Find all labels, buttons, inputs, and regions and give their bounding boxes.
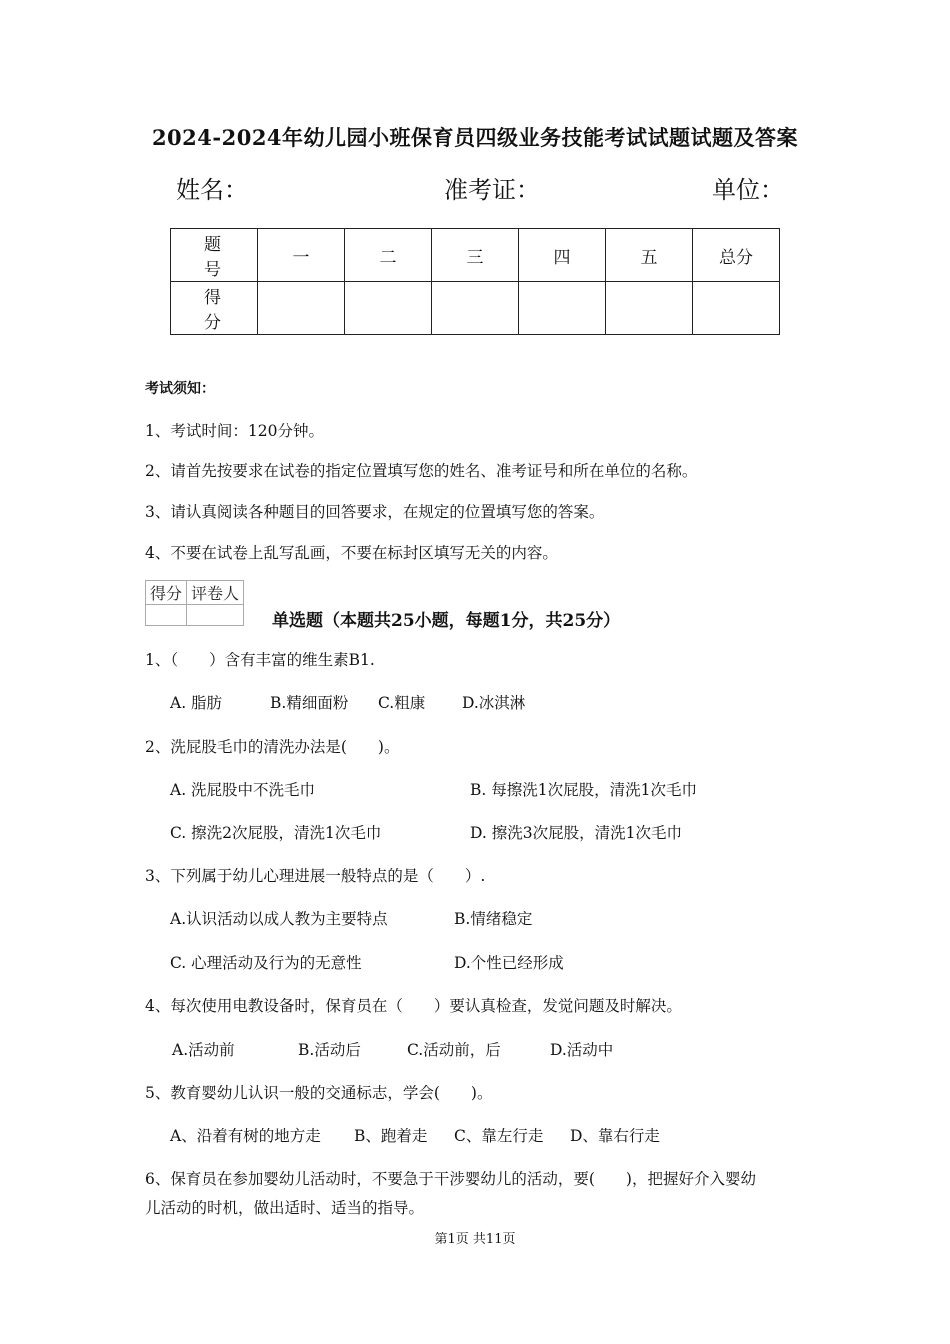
score-cell-total[interactable] [693, 282, 780, 335]
score-cell-4[interactable] [519, 282, 606, 335]
q5-option-c: C、靠左行走 [454, 1127, 544, 1145]
q3-option-b: B.情绪稳定 [454, 910, 533, 928]
grader-score-label: 得分 [146, 581, 187, 605]
q3-option-d: D.个性已经形成 [454, 954, 564, 972]
page-title: 2024-2024年幼儿园小班保育员四级业务技能考试试题试题及答案 [151, 125, 799, 150]
score-header-1: 一 [258, 229, 345, 282]
notice-heading: 考试须知： [145, 381, 215, 397]
q2-option-a: A. 洗屁股中不洗毛巾 [170, 781, 316, 799]
score-table-score-row [171, 282, 780, 335]
name-label: 姓名： [176, 176, 248, 204]
grader-score-cell[interactable] [146, 605, 187, 626]
score-table [170, 228, 780, 335]
notice-item-3: 3、请认真阅读各种题目的回答要求，在规定的位置填写您的答案。 [145, 503, 605, 521]
question-6-line-2: 儿活动的时机，做出适时、适当的指导。 [145, 1199, 425, 1217]
q1-option-a: A. 脂肪 [170, 694, 223, 712]
score-cell-2[interactable] [345, 282, 432, 335]
q5-option-a: A、沿着有树的地方走 [170, 1127, 321, 1145]
q3-option-c: C. 心理活动及行为的无意性 [170, 954, 362, 972]
notice-item-2: 2、请首先按要求在试卷的指定位置填写您的姓名、准考证号和所在单位的名称。 [145, 462, 698, 480]
question-6-line-1: 6、保育员在参加婴幼儿活动时，不要急于干涉婴幼儿的活动，要( )，把握好介入婴幼 [145, 1170, 756, 1188]
q1-option-d: D.冰淇淋 [462, 694, 526, 712]
q4-option-b: B.活动后 [298, 1041, 361, 1059]
score-cell-5[interactable] [606, 282, 693, 335]
grader-reviewer-label: 评卷人 [187, 581, 244, 605]
score-table-header-row [171, 229, 780, 282]
score-cell-3[interactable] [432, 282, 519, 335]
question-3: 3、下列属于幼儿心理进展一般特点的是（ ）. [145, 867, 486, 885]
score-header-2: 二 [345, 229, 432, 282]
q5-option-d: D、靠右行走 [570, 1127, 660, 1145]
q4-option-a: A.活动前 [172, 1041, 235, 1059]
q3-option-a: A.认识活动以成人教为主要特点 [170, 910, 388, 928]
q2-option-b: B. 每擦洗1次屁股，清洗1次毛巾 [470, 781, 697, 799]
notice-item-4: 4、不要在试卷上乱写乱画，不要在标封区填写无关的内容。 [145, 544, 558, 562]
ticket-label: 准考证： [444, 176, 540, 204]
score-header-5: 五 [606, 229, 693, 282]
page-footer: 第1页 共11页 [434, 1232, 516, 1247]
unit-label: 单位： [712, 176, 784, 204]
q1-option-b: B.精细面粉 [270, 694, 349, 712]
q5-option-b: B、跑着走 [354, 1127, 428, 1145]
score-header-total: 总分 [693, 229, 780, 282]
score-header-4: 四 [519, 229, 606, 282]
q2-option-c: C. 擦洗2次屁股，清洗1次毛巾 [170, 824, 382, 842]
grader-box [145, 580, 244, 626]
section-title: 单选题（本题共25小题，每题1分，共25分） [272, 611, 621, 631]
q4-option-d: D.活动中 [550, 1041, 614, 1059]
question-4: 4、每次使用电教设备时，保育员在（ ）要认真检查，发觉问题及时解决。 [145, 997, 682, 1015]
question-5: 5、教育婴幼儿认识一般的交通标志，学会( )。 [145, 1084, 493, 1102]
q1-option-c: C.粗康 [378, 694, 426, 712]
score-header-label: 题 号 [171, 229, 258, 282]
score-row-label: 得 分 [171, 282, 258, 335]
score-header-3: 三 [432, 229, 519, 282]
question-2: 2、洗屁股毛巾的清洗办法是( )。 [145, 738, 400, 756]
notice-item-1: 1、考试时间：120分钟。 [145, 422, 324, 440]
q4-option-c: C.活动前，后 [407, 1041, 501, 1059]
q2-option-d: D. 擦洗3次屁股，清洗1次毛巾 [470, 824, 682, 842]
question-1: 1、（ ）含有丰富的维生素B1. [145, 651, 375, 669]
grader-reviewer-cell[interactable] [187, 605, 244, 626]
